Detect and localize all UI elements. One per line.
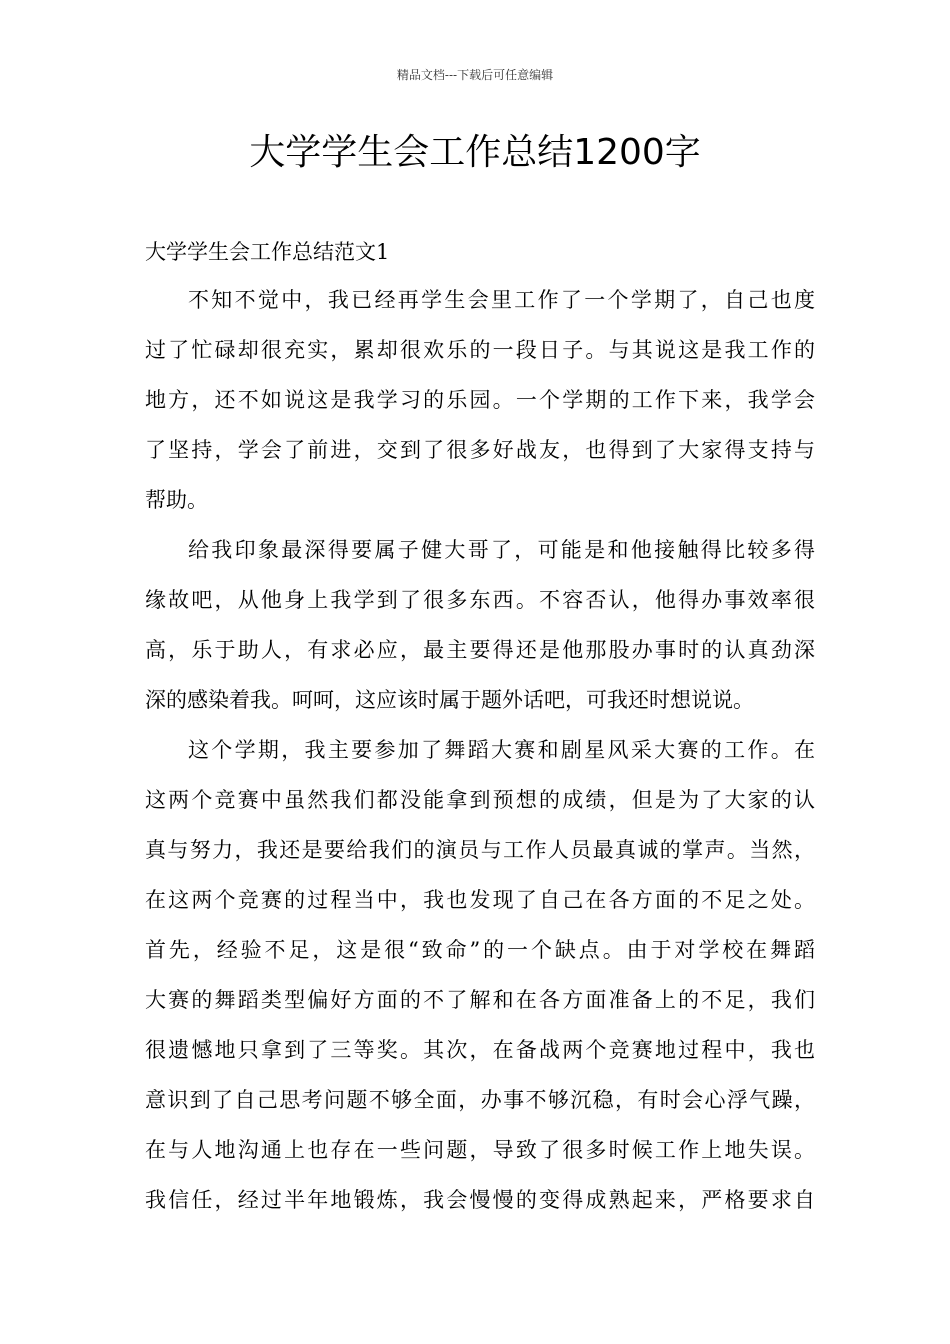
paragraph-line: 在这两个竞赛的过程当中，我也发现了自己在各方面的不足之处。 [145, 888, 815, 912]
paragraph-line: 意识到了自己思考问题不够全面，办事不够沉稳，有时会心浮气躁， [145, 1088, 815, 1112]
paragraph-line: 很遗憾地只拿到了三等奖。其次，在备战两个竞赛地过程中，我也 [145, 1038, 815, 1062]
paragraph-line: 深的感染着我。呵呵，这应该时属于题外话吧，可我还时想说说。 [145, 688, 754, 712]
document-title: 大学学生会工作总结1200字 [249, 132, 701, 173]
paragraph-line: 高，乐于助人，有求必应，最主要得还是他那股办事时的认真劲深 [145, 638, 815, 662]
paragraph-line: 缘故吧，从他身上我学到了很多东西。不容否认，他得办事效率很 [145, 588, 815, 612]
paragraph-line: 给我印象最深得要属子健大哥了，可能是和他接触得比较多得 [188, 538, 815, 562]
paragraph-line: 我信任，经过半年地锻炼，我会慢慢的变得成熟起来，严格要求自 [145, 1188, 815, 1212]
document-body [145, 282, 815, 1232]
paragraph-1 [145, 282, 815, 532]
paragraph-line: 大赛的舞蹈类型偏好方面的不了解和在各方面准备上的不足，我们 [145, 988, 815, 1012]
paragraph-line: 首先，经验不足，这是很“致命”的一个缺点。由于对学校在舞蹈 [145, 938, 815, 962]
paragraph-line: 帮助。 [145, 488, 208, 512]
page-header: 精品文档---下载后可任意编辑 [396, 68, 554, 82]
paragraph-line: 这个学期，我主要参加了舞蹈大赛和剧星风采大赛的工作。在 [188, 738, 815, 762]
paragraph-line: 过了忙碌却很充实，累却很欢乐的一段日子。与其说这是我工作的 [145, 338, 815, 362]
paragraph-line: 不知不觉中，我已经再学生会里工作了一个学期了，自己也度 [188, 288, 815, 312]
paragraph-3 [145, 732, 815, 1232]
paragraph-line: 在与人地沟通上也存在一些问题，导致了很多时候工作上地失误。 [145, 1138, 815, 1162]
paragraph-line: 真与努力，我还是要给我们的演员与工作人员最真诚的掌声。当然， [145, 838, 815, 862]
paragraph-line: 地方，还不如说这是我学习的乐园。一个学期的工作下来，我学会 [145, 388, 815, 412]
paragraph-2 [145, 532, 815, 732]
section-heading: 大学学生会工作总结范文1 [145, 240, 390, 264]
paragraph-line: 这两个竞赛中虽然我们都没能拿到预想的成绩，但是为了大家的认 [145, 788, 815, 812]
paragraph-line: 了坚持，学会了前进，交到了很多好战友，也得到了大家得支持与 [145, 438, 815, 462]
